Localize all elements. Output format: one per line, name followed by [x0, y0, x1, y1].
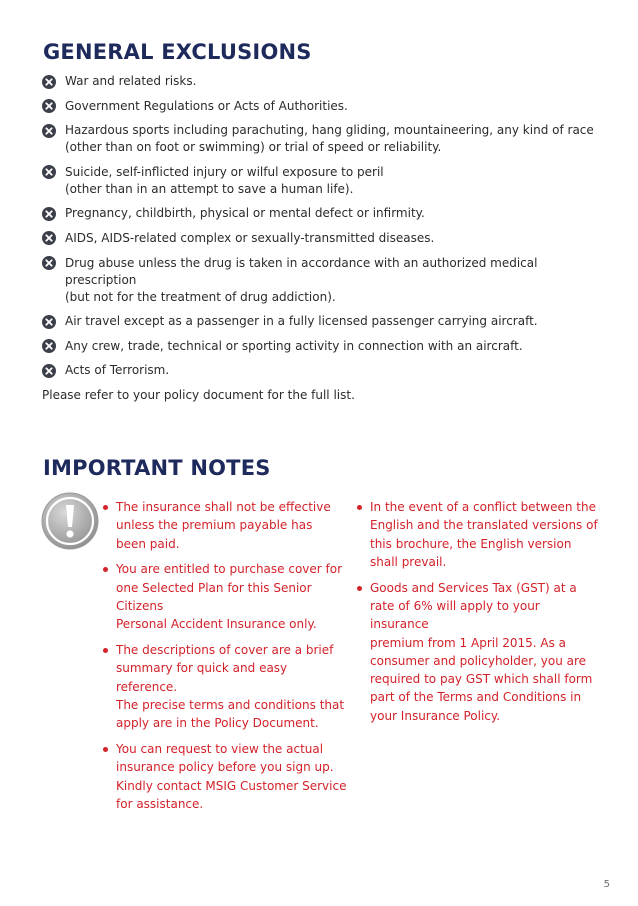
text-line: consumer and policyholder, you are	[370, 653, 587, 668]
exclusion-item	[42, 98, 602, 115]
text-line: insurance policy before you sign up.	[116, 760, 334, 775]
text-line: War and related risks.	[65, 74, 197, 88]
page-number: 5	[603, 879, 610, 890]
text-line: The precise terms and conditions that	[116, 697, 345, 712]
text-line: summary for quick and easy reference.	[116, 661, 288, 694]
x-circle-icon	[42, 165, 56, 179]
exclamation-icon	[40, 491, 100, 551]
exclusion-item	[42, 362, 602, 379]
exclusion-text	[65, 339, 523, 353]
text-line: Personal Accident Insurance only.	[116, 617, 317, 632]
general-exclusions-heading: GENERAL EXCLUSIONS	[43, 40, 312, 64]
exclusion-text	[65, 123, 594, 154]
text-line: rate of 6% will apply to your insurance	[370, 598, 540, 632]
x-circle-icon	[42, 75, 56, 89]
text-line: (but not for the treatment of drug addiction).	[65, 289, 336, 304]
text-line: this brochure, the English version	[370, 536, 572, 551]
exclusion-item	[42, 73, 602, 90]
x-circle-icon	[42, 124, 56, 138]
text-line: premium from 1 April 2015. As a	[370, 635, 567, 650]
exclusion-item	[42, 255, 602, 306]
x-circle-icon	[42, 231, 56, 245]
exclusion-text	[65, 231, 434, 245]
exclusion-item	[42, 338, 602, 355]
important-notes-heading: IMPORTANT NOTES	[43, 456, 271, 480]
text-line: Any crew, trade, technical or sporting activity in connection with an aircraft.	[65, 338, 523, 353]
exclusion-item	[42, 205, 602, 222]
text-line: You are entitled to purchase cover for	[116, 562, 343, 577]
exclusions-list	[42, 73, 602, 387]
exclusion-text	[65, 363, 169, 377]
text-line: (other than in an attempt to save a human life).	[65, 181, 354, 196]
exclusion-item	[42, 164, 602, 198]
exclusion-item	[42, 313, 602, 330]
exclusion-text	[65, 314, 538, 328]
text-line: Drug abuse unless the drug is taken in accordance with an authorized medical prescription	[65, 255, 538, 287]
text-line: Kindly contact MSIG Customer Service	[116, 778, 347, 793]
note-item	[103, 740, 348, 813]
note-item	[103, 498, 348, 553]
text-line: Pregnancy, childbirth, physical or mental defect or infirmity.	[65, 206, 425, 221]
text-line: In the event of a conflict between the	[370, 500, 596, 514]
text-line: Suicide, self-inflicted injury or wilful exposure to peril	[65, 164, 384, 179]
exclusion-text	[65, 165, 384, 196]
text-line: (other than on foot or swimming) or trial of speed or reliability.	[65, 140, 442, 155]
exclusion-text	[65, 74, 196, 88]
exclusion-text	[65, 206, 425, 220]
exclusion-item	[42, 230, 602, 247]
text-line: unless the premium payable has	[116, 518, 313, 533]
text-line: one Selected Plan for this Senior Citizens	[116, 580, 312, 613]
note-item	[103, 560, 348, 633]
text-line: Acts of Terrorism.	[65, 363, 170, 378]
text-line: required to pay GST which shall form	[370, 672, 593, 687]
text-line: The insurance shall not be effective	[116, 500, 331, 514]
important-notes-left-column	[103, 498, 348, 821]
important-notes-right-column	[357, 498, 602, 733]
x-circle-icon	[42, 99, 56, 113]
note-item	[357, 579, 602, 725]
text-line: You can request to view the actual	[116, 742, 324, 757]
text-line: Goods and Services Tax (GST) at a	[370, 580, 577, 595]
text-line: shall prevail.	[370, 554, 447, 569]
text-line: Government Regulations or Acts of Authorities.	[65, 98, 348, 113]
x-circle-icon	[42, 315, 56, 329]
note-item	[357, 498, 602, 571]
exclusion-text	[65, 256, 537, 304]
x-circle-icon	[42, 207, 56, 221]
exclusion-item	[42, 122, 602, 156]
text-line: Air travel except as a passenger in a fully licensed passenger carrying aircraft.	[65, 314, 538, 329]
exclusion-text	[65, 99, 348, 113]
text-line: English and the translated versions of	[370, 518, 598, 533]
text-line: part of the Terms and Conditions in	[370, 690, 582, 705]
x-circle-icon	[42, 339, 56, 353]
text-line: your Insurance Policy.	[370, 708, 501, 723]
text-line: apply are in the Policy Document.	[116, 716, 319, 731]
text-line: The descriptions of cover are a brief	[116, 643, 334, 658]
x-circle-icon	[42, 256, 56, 270]
note-item	[103, 641, 348, 732]
x-circle-icon	[42, 364, 56, 378]
text-line: Hazardous sports including parachuting, hang gliding, mountaineering, any kind of race	[65, 123, 594, 138]
text-line: for assistance.	[116, 796, 204, 811]
text-line: been paid.	[116, 536, 180, 551]
text-line: AIDS, AIDS-related complex or sexually-transmitted diseases.	[65, 230, 435, 245]
exclusions-footnote: Please refer to your policy document for the full list.	[42, 388, 355, 402]
